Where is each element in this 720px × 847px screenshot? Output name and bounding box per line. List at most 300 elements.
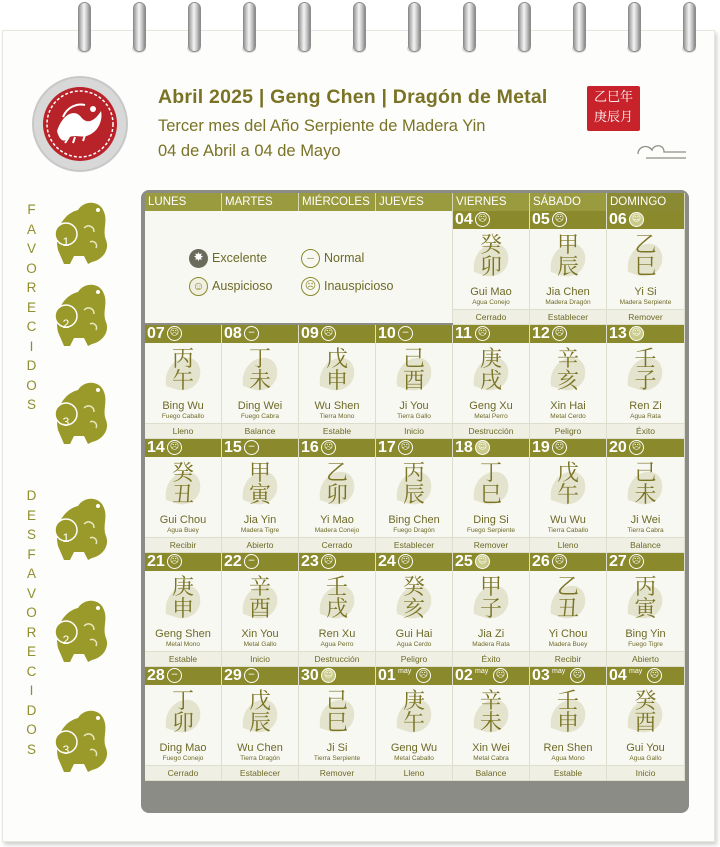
unfavorable-letter: S xyxy=(26,741,37,757)
earthly-branch: 寅 xyxy=(634,597,657,622)
favorable-letter: A xyxy=(26,221,37,237)
earthly-branch: 申 xyxy=(325,369,348,394)
earthly-branch: 午 xyxy=(402,711,425,736)
ganzhi-characters xyxy=(530,691,606,735)
day-officer-label: Abierto xyxy=(607,651,684,666)
neutral-face-icon: − xyxy=(244,668,259,683)
day-cell[interactable] xyxy=(145,553,222,667)
binder-ring xyxy=(243,2,256,52)
ganzhi-characters xyxy=(453,235,529,279)
pinyin-label: Ren Shen xyxy=(543,742,593,754)
day-officer-label: Lleno xyxy=(145,423,221,438)
pinyin-label: Jia Zi xyxy=(477,628,505,640)
earthly-branch: 午 xyxy=(556,483,579,508)
day-number: 17 xyxy=(378,439,396,456)
earthly-branch: 申 xyxy=(171,597,194,622)
month-abbrev: may xyxy=(475,668,489,675)
day-number: 22 xyxy=(224,553,242,570)
element-animal-label: Tierra Cabra xyxy=(627,527,664,534)
ganzhi-characters xyxy=(376,577,452,621)
favorable-letter: V xyxy=(26,241,37,256)
neutral-face-icon: − xyxy=(244,326,259,341)
earthly-branch: 未 xyxy=(248,369,271,394)
day-number: 14 xyxy=(147,439,165,456)
earthly-branch: 子 xyxy=(634,369,657,394)
unfavorable-letter: E xyxy=(26,644,37,659)
binder-ring xyxy=(463,2,476,52)
day-cell[interactable] xyxy=(222,439,299,553)
star-face-icon: ✸ xyxy=(189,249,208,268)
element-animal-label: Fuego Caballo xyxy=(161,413,205,420)
day-cell[interactable] xyxy=(530,667,607,781)
heavenly-stem: 庚 xyxy=(171,575,194,600)
sad-face-icon: ☹ xyxy=(629,440,644,455)
day-number: 12 xyxy=(532,325,550,342)
heavenly-stem: 甲 xyxy=(479,575,502,600)
horse-icon xyxy=(44,590,116,666)
sad-face-icon: ☹ xyxy=(167,554,182,569)
day-cell[interactable] xyxy=(607,667,685,781)
stamp-line-year: 乙巳年 xyxy=(593,90,633,105)
tiger-icon xyxy=(44,700,116,776)
heavenly-stem: 戊 xyxy=(325,347,348,372)
heavenly-stem: 庚 xyxy=(402,689,425,714)
day-officer-label: Peligro xyxy=(530,423,606,438)
favorable-letter: C xyxy=(26,319,38,334)
smile-face-icon: ☺ xyxy=(321,668,336,683)
day-cell[interactable] xyxy=(299,667,376,781)
neutral-face-icon: − xyxy=(167,668,182,683)
unfavorable-label xyxy=(24,486,40,759)
element-animal-label: Metal Gallo xyxy=(243,641,277,648)
ganzhi-characters xyxy=(222,691,298,735)
sad-face-icon: ☹ xyxy=(647,668,662,683)
favorable-letter: R xyxy=(26,280,38,295)
favorable-letter: E xyxy=(26,299,37,315)
heavenly-stem: 乙 xyxy=(634,233,657,258)
heavenly-stem: 丙 xyxy=(402,461,425,486)
element-animal-label: Agua Gallo xyxy=(629,755,662,762)
unfavorable-letter: I xyxy=(29,683,35,698)
day-officer-label: Lleno xyxy=(376,765,452,780)
rank-number: 1 xyxy=(62,235,70,249)
sad-face-icon: ☹ xyxy=(398,554,413,569)
pinyin-label: Wu Chen xyxy=(237,742,283,754)
day-cell[interactable] xyxy=(453,439,530,553)
day-officer-label: Cerrado xyxy=(299,537,375,552)
page-title: Abril 2025 | Geng Chen | Dragón de Metal xyxy=(158,86,548,108)
day-number: 27 xyxy=(609,553,627,570)
rank-number: 1 xyxy=(62,531,70,545)
smile-face-icon: ☺ xyxy=(475,554,490,569)
day-officer-label: Éxito xyxy=(607,423,684,438)
legend-normal-label: Normal xyxy=(324,251,365,265)
weekday-lunes: LUNES xyxy=(145,193,222,211)
pinyin-label: Bing Yin xyxy=(625,628,666,640)
day-officer-label: Cerrado xyxy=(453,309,529,324)
dragon-icon xyxy=(43,87,117,161)
day-cell[interactable] xyxy=(299,325,376,439)
element-animal-label: Fuego Cabra xyxy=(241,413,279,420)
unfavorable-letter: R xyxy=(26,624,38,640)
sad-face-icon: ☹ xyxy=(570,668,585,683)
ganzhi-characters xyxy=(222,577,298,621)
pinyin-label: Wu Shen xyxy=(314,400,360,412)
element-animal-label: Agua Buey xyxy=(167,527,199,534)
day-cell[interactable] xyxy=(299,553,376,667)
favorable-letter: S xyxy=(26,397,37,412)
ganzhi-characters xyxy=(530,463,606,507)
earthly-branch: 亥 xyxy=(556,369,579,394)
ganzhi-characters xyxy=(376,349,452,393)
day-cell[interactable] xyxy=(145,439,222,553)
favorable-letter: O xyxy=(26,377,38,393)
pinyin-label: Geng Xu xyxy=(469,400,513,412)
day-cell[interactable] xyxy=(453,667,530,781)
sad-face-icon: ☹ xyxy=(321,326,336,341)
earthly-branch: 酉 xyxy=(248,597,271,622)
heavenly-stem: 癸 xyxy=(402,575,425,600)
earthly-branch: 戌 xyxy=(325,597,348,622)
pinyin-label: Geng Shen xyxy=(155,628,211,640)
earthly-branch: 辰 xyxy=(248,711,271,736)
weekday-martes: MARTES xyxy=(222,193,299,211)
dragon-seal-logo xyxy=(32,76,128,172)
element-animal-label: Madera Serpiente xyxy=(619,299,672,306)
element-animal-label: Metal Mono xyxy=(166,641,200,648)
heavenly-stem: 壬 xyxy=(634,347,657,372)
day-number: 21 xyxy=(147,553,165,570)
sad-face-icon: ☹ xyxy=(301,277,320,296)
day-officer-label: Cerrado xyxy=(145,765,221,780)
ganzhi-characters xyxy=(376,463,452,507)
day-cell[interactable] xyxy=(376,439,453,553)
sad-face-icon: ☹ xyxy=(493,668,508,683)
binder-ring xyxy=(628,2,641,52)
date-range: 04 de Abril a 04 de Mayo xyxy=(158,142,341,160)
pinyin-label: Yi Chou xyxy=(548,628,588,640)
day-cell[interactable] xyxy=(530,439,607,553)
element-animal-label: Agua Mono xyxy=(551,755,585,762)
day-number: 20 xyxy=(609,439,627,456)
smile-face-icon: ☺ xyxy=(629,212,644,227)
element-animal-label: Agua Cerdo xyxy=(396,641,432,648)
day-officer-label: Balance xyxy=(607,537,684,552)
day-officer-label: Estable xyxy=(145,651,221,666)
pinyin-label: Ding Wei xyxy=(237,400,283,412)
calendar-grid xyxy=(145,193,685,808)
day-number: 06 xyxy=(609,211,627,228)
day-number: 19 xyxy=(532,439,550,456)
day-cell[interactable] xyxy=(145,325,222,439)
ganzhi-characters xyxy=(453,577,529,621)
pinyin-label: Xin Wei xyxy=(472,742,510,754)
rating-legend xyxy=(145,211,453,323)
day-officer-label: Destrucción xyxy=(299,651,375,666)
sad-face-icon: ☹ xyxy=(321,554,336,569)
heavenly-stem: 己 xyxy=(325,689,348,714)
earthly-branch: 未 xyxy=(634,483,657,508)
pinyin-label: Xin Hai xyxy=(550,400,586,412)
pinyin-label: Jia Chen xyxy=(546,286,590,298)
ganzhi-characters xyxy=(530,577,606,621)
day-cell[interactable] xyxy=(453,211,530,325)
day-number: 30 xyxy=(301,667,319,684)
earthly-branch: 丑 xyxy=(171,483,194,508)
ganzhi-characters xyxy=(145,577,221,621)
pinyin-label: Gui Mao xyxy=(470,286,512,298)
earthly-branch: 卯 xyxy=(479,255,502,280)
ganzhi-characters xyxy=(145,691,221,735)
element-animal-label: Fuego Conejo xyxy=(162,755,204,762)
element-animal-label: Madera Dragón xyxy=(545,299,591,306)
binder-ring xyxy=(353,2,366,52)
day-cell[interactable] xyxy=(453,325,530,439)
ganzhi-characters xyxy=(453,463,529,507)
day-officer-label: Abierto xyxy=(222,537,298,552)
ganzhi-characters xyxy=(376,691,452,735)
day-number: 15 xyxy=(224,439,242,456)
day-cell[interactable] xyxy=(530,325,607,439)
earthly-branch: 酉 xyxy=(634,711,657,736)
earthly-branch: 未 xyxy=(479,711,502,736)
binder-ring xyxy=(298,2,311,52)
day-officer-label: Establecer xyxy=(222,765,298,780)
day-officer-label: Lleno xyxy=(530,537,606,552)
pinyin-label: Yi Si xyxy=(634,286,657,298)
heavenly-stem: 丁 xyxy=(479,461,502,486)
earthly-branch: 卯 xyxy=(171,711,194,736)
ganzhi-characters xyxy=(299,349,375,393)
element-animal-label: Madera Buey xyxy=(548,641,588,648)
earthly-branch: 巳 xyxy=(325,711,348,736)
heavenly-stem: 甲 xyxy=(556,233,579,258)
binder-ring xyxy=(133,2,146,52)
legend-normal xyxy=(301,247,364,269)
heavenly-stem: 戊 xyxy=(556,461,579,486)
weekday-domingo: DOMINGO xyxy=(607,193,685,211)
pinyin-label: Geng Wu xyxy=(390,742,438,754)
ganzhi-characters xyxy=(222,349,298,393)
element-animal-label: Tierra Dragón xyxy=(240,755,280,762)
day-officer-label: Recibir xyxy=(145,537,221,552)
sad-face-icon: ☹ xyxy=(167,440,182,455)
day-cell[interactable] xyxy=(530,211,607,325)
weekday-jueves: JUEVES xyxy=(376,193,453,211)
element-animal-label: Madera Tigre xyxy=(240,527,280,534)
day-officer-label: Inicio xyxy=(607,765,684,780)
heavenly-stem: 丙 xyxy=(171,347,194,372)
earthly-branch: 辰 xyxy=(556,255,579,280)
binder-ring xyxy=(573,2,586,52)
smile-face-icon: ☺ xyxy=(629,326,644,341)
day-cell[interactable] xyxy=(376,325,453,439)
day-cell[interactable] xyxy=(222,667,299,781)
binder-ring xyxy=(408,2,421,52)
element-animal-label: Tierra Caballo xyxy=(547,527,589,534)
binder-ring xyxy=(518,2,531,52)
day-officer-label: Inicio xyxy=(376,423,452,438)
weekday-miércoles: MIÉRCOLES xyxy=(299,193,376,211)
sad-face-icon: ☹ xyxy=(475,212,490,227)
earthly-branch: 巳 xyxy=(479,483,502,508)
day-number: 13 xyxy=(609,325,627,342)
day-number: 05 xyxy=(532,211,550,228)
heavenly-stem: 乙 xyxy=(325,461,348,486)
day-number: 23 xyxy=(301,553,319,570)
day-cell[interactable] xyxy=(299,439,376,553)
neutral-face-icon: − xyxy=(398,326,413,341)
heavenly-stem: 辛 xyxy=(248,575,271,600)
legend-excellent xyxy=(189,247,267,269)
earthly-branch: 寅 xyxy=(248,483,271,508)
element-animal-label: Agua Rata xyxy=(630,413,661,420)
pinyin-label: Xin You xyxy=(241,628,279,640)
heavenly-stem: 甲 xyxy=(248,461,271,486)
day-cell[interactable] xyxy=(376,553,453,667)
day-cell[interactable] xyxy=(453,553,530,667)
element-animal-label: Metal Caballo xyxy=(394,755,434,762)
favorable-letter: I xyxy=(29,338,35,354)
day-cell[interactable] xyxy=(222,325,299,439)
favorable-letter: O xyxy=(26,260,38,276)
unfavorable-letter: D xyxy=(26,702,38,718)
ganzhi-characters xyxy=(607,691,684,735)
neutral-face-icon: ˗˗ xyxy=(301,249,320,268)
pinyin-label: Bing Wu xyxy=(162,400,204,412)
ganzhi-characters xyxy=(607,463,684,507)
unfavorable-letter: O xyxy=(26,605,38,620)
element-animal-label: Fuego Serpiente xyxy=(466,527,516,534)
element-animal-label: Agua Perro xyxy=(320,641,354,648)
chinese-stamp xyxy=(587,86,640,131)
earthly-branch: 亥 xyxy=(402,597,425,622)
day-number: 29 xyxy=(224,667,242,684)
heavenly-stem: 癸 xyxy=(634,689,657,714)
day-cell[interactable] xyxy=(607,553,685,667)
heavenly-stem: 丁 xyxy=(248,347,271,372)
day-number: 25 xyxy=(455,553,473,570)
ganzhi-characters xyxy=(607,349,684,393)
unfavorable-letter: C xyxy=(26,663,38,679)
pinyin-label: Yi Mao xyxy=(320,514,354,526)
day-number: 28 xyxy=(147,667,165,684)
day-officer-label: Remover xyxy=(607,309,684,324)
day-number: 01 xyxy=(378,667,396,684)
day-number: 04 xyxy=(609,667,627,684)
pinyin-label: Gui Chou xyxy=(159,514,207,526)
day-number: 02 xyxy=(455,667,473,684)
monkey-icon xyxy=(44,274,116,350)
day-cell[interactable] xyxy=(607,325,685,439)
element-animal-label: Tierra Gallo xyxy=(397,413,431,420)
legend-auspicious xyxy=(189,275,272,297)
day-officer-label: Establecer xyxy=(530,309,606,324)
pinyin-label: Gui You xyxy=(626,742,665,754)
sad-face-icon: ☹ xyxy=(167,326,182,341)
earthly-branch: 卯 xyxy=(325,483,348,508)
rat-icon xyxy=(44,372,116,448)
ganzhi-characters xyxy=(145,349,221,393)
sad-face-icon: ☹ xyxy=(552,326,567,341)
legend-auspicious-label: Auspicioso xyxy=(212,279,273,293)
element-animal-label: Metal Perro xyxy=(474,413,508,420)
month-abbrev: may xyxy=(629,668,643,675)
heavenly-stem: 戊 xyxy=(248,689,271,714)
ganzhi-characters xyxy=(530,349,606,393)
day-cell[interactable] xyxy=(607,439,685,553)
element-animal-label: Agua Conejo xyxy=(472,299,510,306)
heavenly-stem: 己 xyxy=(402,347,425,372)
heavenly-stem: 辛 xyxy=(556,347,579,372)
earthly-branch: 戌 xyxy=(479,369,502,394)
month-abbrev: may xyxy=(552,668,566,675)
earthly-branch: 巳 xyxy=(634,255,657,280)
month-abbrev: may xyxy=(398,668,412,675)
heavenly-stem: 丙 xyxy=(634,575,657,600)
ganzhi-characters xyxy=(607,577,684,621)
heavenly-stem: 庚 xyxy=(479,347,502,372)
day-cell[interactable] xyxy=(530,553,607,667)
heavenly-stem: 己 xyxy=(634,461,657,486)
day-number: 24 xyxy=(378,553,396,570)
element-animal-label: Tierra Serpiente xyxy=(313,755,361,762)
element-animal-label: Metal Cabra xyxy=(473,755,509,762)
sad-face-icon: ☹ xyxy=(398,440,413,455)
element-animal-label: Fuego Tigre xyxy=(628,641,663,648)
pinyin-label: Wu Wu xyxy=(550,514,586,526)
ganzhi-characters xyxy=(299,691,375,735)
day-officer-label: Remover xyxy=(299,765,375,780)
sad-face-icon: ☹ xyxy=(321,440,336,455)
pinyin-label: Gui Hai xyxy=(395,628,433,640)
pinyin-label: Ding Si xyxy=(473,514,509,526)
rank-number: 3 xyxy=(62,415,70,429)
day-officer-label: Estable xyxy=(299,423,375,438)
smile-face-icon: ☺ xyxy=(189,277,208,296)
heavenly-stem: 丁 xyxy=(171,689,194,714)
earthly-branch: 丑 xyxy=(556,597,579,622)
day-officer-label: Remover xyxy=(453,537,529,552)
day-cell[interactable] xyxy=(607,211,685,325)
day-number: 04 xyxy=(455,211,473,228)
day-cell[interactable] xyxy=(145,667,222,781)
element-animal-label: Madera Rata xyxy=(472,641,510,648)
binder-ring xyxy=(683,2,696,52)
day-officer-label: Éxito xyxy=(453,651,529,666)
pinyin-label: Bing Chen xyxy=(388,514,440,526)
day-cell[interactable] xyxy=(222,553,299,667)
ganzhi-characters xyxy=(453,691,529,735)
pinyin-label: Ji Wei xyxy=(630,514,661,526)
rooster-icon xyxy=(44,192,116,268)
rank-number: 3 xyxy=(62,743,70,757)
day-officer-label: Estable xyxy=(530,765,606,780)
weekday-viernes: VIERNES xyxy=(453,193,530,211)
day-number: 07 xyxy=(147,325,165,342)
day-number: 10 xyxy=(378,325,396,342)
binder-ring xyxy=(78,2,91,52)
day-cell[interactable] xyxy=(376,667,453,781)
weekday-sábado: SÁBADO xyxy=(530,193,607,211)
legend-inauspicious-label: Inauspicioso xyxy=(324,279,394,293)
earthly-branch: 辰 xyxy=(402,483,425,508)
dog-icon xyxy=(44,488,116,564)
sad-face-icon: ☹ xyxy=(552,212,567,227)
heavenly-stem: 壬 xyxy=(325,575,348,600)
day-officer-label: Establecer xyxy=(376,537,452,552)
heavenly-stem: 乙 xyxy=(556,575,579,600)
